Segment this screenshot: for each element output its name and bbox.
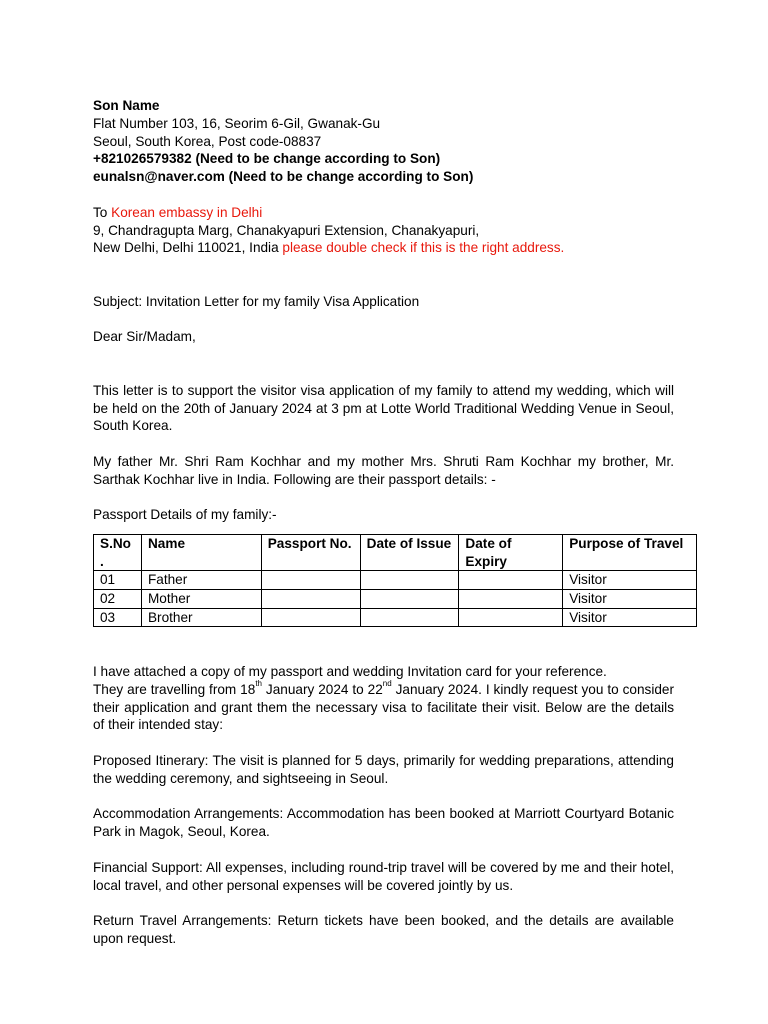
recipient-to-prefix: To	[93, 204, 112, 220]
cell-purpose: Visitor	[563, 608, 697, 627]
header-date-of-expiry: Date of Expiry	[459, 535, 563, 571]
cell-date-of-expiry	[459, 608, 563, 627]
cell-purpose: Visitor	[563, 571, 697, 590]
table-row	[94, 571, 697, 590]
paragraph-wedding: This letter is to support the visitor visa application of my family to attend my wedding, which will be held on the 20th of January 2024 at 3 pm at Lotte World Traditional Wedding Venue in Seoul, South Korea.	[93, 382, 674, 434]
header-date-of-issue: Date of Issue	[360, 535, 459, 571]
recipient-name: Korean embassy in Delhi	[111, 204, 263, 220]
cell-date-of-issue	[360, 608, 459, 627]
cell-date-of-issue	[360, 571, 459, 590]
cell-sno: 02	[94, 589, 142, 608]
cell-name: Mother	[141, 589, 261, 608]
travel-sup-2: nd	[382, 678, 392, 688]
cell-sno: 03	[94, 608, 142, 627]
cell-date-of-issue	[360, 589, 459, 608]
recipient-address-note: please double check if this is the right address.	[282, 240, 565, 256]
header-passport-no: Passport No.	[261, 535, 360, 571]
table-row	[94, 589, 697, 608]
sender-address-line1: Flat Number 103, 16, Seorim 6-Gil, Gwanak-Gu	[93, 115, 381, 131]
recipient-address-line1: 9, Chandragupta Marg, Chanakyapuri Extension, Chanakyapuri,	[93, 222, 480, 238]
paragraph-travel-dates	[93, 678, 674, 734]
paragraph-return-travel: Return Travel Arrangements: Return tickets have been booked, and the details are available upon request.	[93, 913, 674, 947]
travel-text-1: They are travelling from 18	[93, 681, 256, 697]
recipient-block	[93, 204, 674, 257]
paragraph-family: My father Mr. Shri Ram Kochhar and my mother Mrs. Shruti Ram Kochhar my brother, Mr. Sarthak Kochhar live in India. Following are their passport details: -	[93, 453, 674, 487]
subject-line: Subject: Invitation Letter for my family Visa Application	[93, 293, 420, 309]
recipient-address-line2: New Delhi, Delhi 110021, India	[93, 240, 283, 256]
cell-passport-no	[261, 589, 360, 608]
cell-date-of-expiry	[459, 571, 563, 590]
paragraph-accommodation: Accommodation Arrangements: Accommodation has been booked at Marriott Courtyard Botanic Park in Magok, Seoul, Korea.	[93, 806, 674, 840]
sender-name: Son Name	[93, 98, 160, 113]
travel-text-3: January 2024. I kindly request you to consider their application and grant them the necessary visa to facilitate their visit. Below are the details of their intended stay:	[93, 681, 674, 733]
sender-address-line2: Seoul, South Korea, Post code-08837	[93, 133, 322, 149]
table-row	[94, 608, 697, 627]
cell-passport-no	[261, 571, 360, 590]
recipient-address-line2-row	[93, 239, 674, 257]
cell-purpose: Visitor	[563, 589, 697, 608]
cell-name: Father	[141, 571, 261, 590]
travel-sup-1: th	[255, 678, 262, 688]
header-purpose: Purpose of Travel	[563, 535, 697, 571]
salutation: Dear Sir/Madam,	[93, 329, 196, 345]
sender-email: eunalsn@naver.com (Need to be change according to Son)	[93, 169, 474, 185]
travel-text-2: January 2024 to 22	[261, 681, 383, 697]
paragraph-financial: Financial Support: All expenses, including round-trip travel will be covered by me and their hotel, local travel, and other personal expenses will be covered jointly by us.	[93, 859, 674, 893]
header-name: Name	[141, 535, 261, 571]
recipient-to-line	[93, 204, 674, 222]
paragraph-itinerary: Proposed Itinerary: The visit is planned for 5 days, primarily for wedding preparations, attending the wedding ceremony, and sightseeing in Seoul.	[93, 753, 674, 786]
table-header-row	[94, 535, 697, 571]
header-sno: S.No .	[94, 535, 142, 571]
paragraph-attachment: I have attached a copy of my passport and wedding Invitation card for your reference.	[93, 664, 607, 680]
cell-name: Brother	[141, 608, 261, 627]
sender-block	[93, 97, 674, 186]
passport-heading: Passport Details of my family:-	[93, 507, 277, 523]
attachment-and-travel-block	[93, 663, 674, 734]
cell-date-of-expiry	[459, 589, 563, 608]
letter-page	[93, 97, 684, 966]
sender-phone: +821026579382 (Need to be change according to Son)	[93, 151, 441, 167]
passport-table	[93, 534, 697, 627]
cell-passport-no	[261, 608, 360, 627]
cell-sno: 01	[94, 571, 142, 590]
